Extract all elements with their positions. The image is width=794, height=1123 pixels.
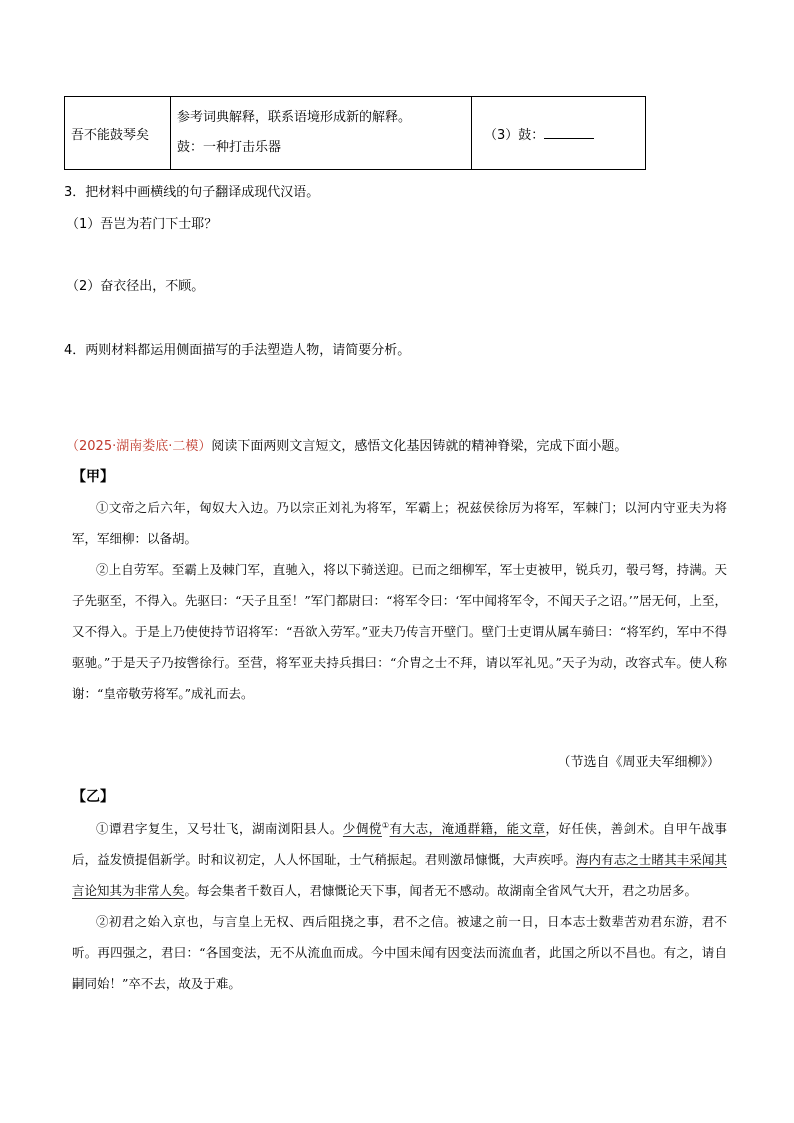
yi-paragraph-2: ②初君之始入京也，与言皇上无权、西后阻挠之事，君不之信。被逮之前一日，日本志士数辈苦劝君东游，君不听。再四强之，君曰：“各国变法，无不从流血而成。今中国未闻有因变法而流血者，此国之所以不昌也。有之，请自嗣同始！”卒不去，故及于难。 [72, 914, 727, 992]
answer-prefix: （3）鼓： [484, 127, 545, 143]
underlined-sentence-1b: 有大志，淹通群籍，能文章 [389, 821, 546, 837]
yi-paragraph-1 [72, 810, 727, 906]
answer-blank[interactable] [544, 126, 594, 139]
yi-p1-text-c: 。每会集者千数百人，君慷慨论天下事，闻者无不感动。故湖南全省风气大开，君之功居多。 [184, 883, 698, 899]
yi-p1-text-b: ，好任侠，善剑术。自甲午战事后，益发愤提倡新学。时和议初定，人人怀国耻，士气稍振起。君则激昂慷慨，大声疾呼。 [72, 821, 727, 868]
footnote-marker: ① [381, 821, 390, 830]
yi-passage [72, 810, 727, 999]
jia-source: （节选自《周亚夫军细柳》） [557, 755, 720, 770]
jia-paragraph-1: ①文帝之后六年，匈奴大入边。乃以宗正刘礼为将军，军霸上；祝兹侯徐厉为将军，军棘门；以河内守亚夫为将军，军细柳：以备胡。 [72, 500, 727, 546]
intro-source: （2025·湖南娄底·二模） [66, 439, 212, 454]
underlined-sentence-2: 海内有志之士睹其丰采闻其言论知其为非常人矣 [72, 852, 727, 899]
passage-intro [66, 435, 627, 454]
intro-text: 阅读下面两则文言短文，感悟文化基因铸就的精神脊梁，完成下面小题。 [211, 439, 628, 454]
underlined-sentence-1: 少倜傥 [342, 821, 382, 837]
method-line-1: 参考词典解释，联系语境形成新的解释。 [177, 110, 412, 125]
yi-p1-text-a: ①谭君字复生，又号壮飞，湖南浏阳县人。 [96, 821, 343, 837]
word-cell: 吾不能鼓琴矣 [65, 97, 171, 170]
method-cell [171, 97, 472, 170]
q4-title: 4．两则材料都运用侧面描写的手法塑造人物，请简要分析。 [64, 343, 411, 358]
jia-paragraph-2: ②上自劳军。至霸上及棘门军，直驰入，将以下骑送迎。已而之细柳军，军士吏被甲，锐兵刃，彀弓弩，持满。天子先驱至，不得入。先驱曰：“天子且至！”军门都尉曰：“将军令曰：‘军中闻将军令，不闻天子之诏。’”居无何，上至，又不得入。于是上乃使使持节诏将军：“吾欲入劳军。”亚夫乃传言开壁门。壁门士吏谓从属车骑曰：“将军约，军中不得驱驰。”于是天子乃按辔徐行。至营，将军亚夫持兵揖曰：“介胄之士不拜，请以军礼见。”天子为动，改容式车。使人称谢：“皇帝敬劳将军。”成礼而去。 [72, 562, 727, 701]
answer-table [64, 96, 646, 170]
jia-passage [72, 492, 727, 709]
jia-label: 【甲】 [72, 469, 114, 485]
q3-title: 3．把材料中画横线的句子翻译成现代汉语。 [64, 185, 320, 200]
q3-item-1: （1）吾岂为若门下士耶？ [66, 217, 218, 232]
answer-cell [472, 97, 646, 170]
q3-item-2: （2）奋衣径出，不顾。 [66, 279, 205, 294]
yi-label: 【乙】 [72, 789, 114, 805]
method-line-2: 鼓：一种打击乐器 [177, 140, 282, 155]
